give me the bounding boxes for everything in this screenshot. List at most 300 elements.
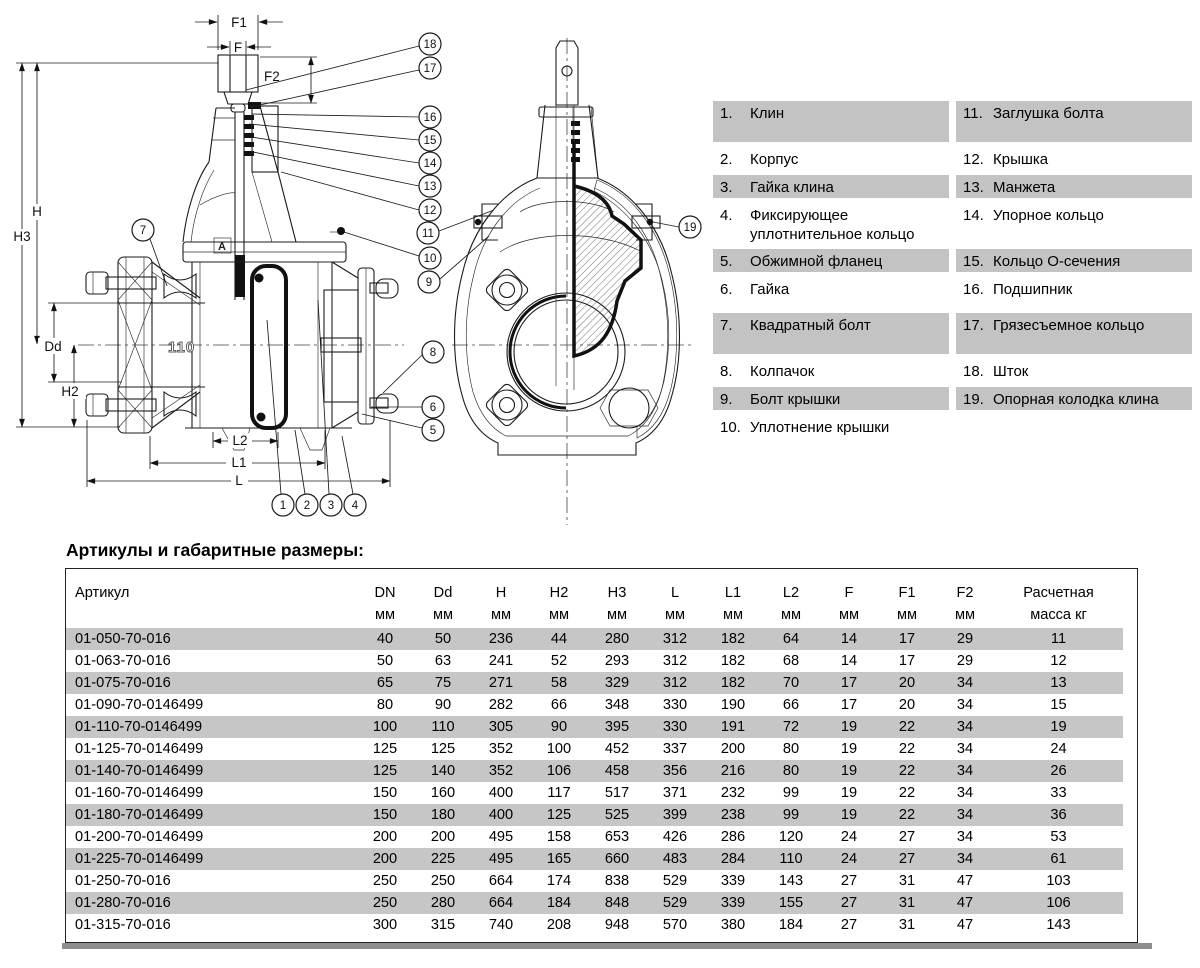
value-cell: 282 [488,697,514,713]
callout-1 [267,320,294,516]
column-unit: мм [374,606,396,623]
value-cell: 330 [662,697,688,713]
callout-8 [383,341,444,393]
column-unit: масса кг [1030,606,1087,623]
legend-item [713,359,949,382]
legend-item [713,313,949,354]
value-cell: 241 [488,653,514,669]
value-cell: 250 [356,892,414,914]
value-cell: 90 [530,716,588,738]
value-cell: 106 [994,892,1123,914]
value-cell: 312 [662,653,688,669]
value-cell: 14 [840,653,858,669]
value-cell: 29 [956,653,974,669]
value-cell: 47 [936,892,994,914]
parts-legend-column-left [713,101,949,443]
legend-item-label: Фиксирующее уплотнительное кольцо [750,207,915,243]
value-cell: 29 [936,628,994,650]
legend-item-number: 14. [963,207,984,224]
value-cell: 143 [778,873,804,889]
legend-item [956,175,1192,198]
value-cell: 17 [840,697,858,713]
article-cell: 01-125-70-0146499 [75,741,204,757]
legend-item-number: 2. [720,151,733,168]
value-cell: 329 [588,672,646,694]
svg-text:10: 10 [423,253,437,265]
dimension-lines [8,15,390,488]
value-cell: 13 [994,672,1123,694]
dimensions-table-title: Артикулы и габаритные размеры: [66,540,364,560]
legend-item-number: 11. [963,105,983,122]
row-spacer [1123,650,1139,672]
value-cell: 426 [662,829,688,845]
callout-3 [318,300,342,516]
callout-12 [281,172,441,221]
dim-label-h2: H2 [61,384,79,399]
value-cell: 66 [782,697,800,713]
value-cell: 75 [414,672,472,694]
value-cell: 34 [936,804,994,826]
value-cell: 236 [472,628,530,650]
value-cell: 352 [488,741,514,757]
column-header: DN [374,585,396,601]
article-cell: 01-050-70-016 [66,628,356,650]
column-unit: мм [780,606,802,623]
value-cell: 848 [588,892,646,914]
value-cell: 99 [782,785,800,801]
legend-item-number: 1. [720,105,733,122]
value-cell: 125 [430,741,456,757]
valve-technical-drawing [0,0,710,535]
table-row [66,716,1139,738]
svg-text:6: 6 [429,402,437,414]
legend-item-label: Манжета [993,179,1056,196]
value-cell: 36 [994,804,1123,826]
value-cell: 19 [820,760,878,782]
value-cell: 103 [1046,873,1071,889]
value-cell: 40 [356,628,414,650]
value-cell: 68 [782,653,800,669]
dim-label-l: L [235,473,243,488]
article-cell: 01-280-70-016 [66,892,356,914]
row-spacer [1123,892,1139,914]
svg-text:7: 7 [139,225,147,237]
dim-label-l2: L2 [232,433,248,448]
table-row [66,738,1139,760]
table-row [66,672,1139,694]
value-cell: 337 [662,741,688,757]
value-cell: 300 [372,917,398,933]
column-unit: мм [490,606,512,623]
row-spacer [1123,716,1139,738]
svg-text:2: 2 [303,500,311,512]
column-unit: мм [954,606,976,623]
legend-item-label: Подшипник [993,281,1073,298]
table-row [66,826,1139,848]
value-cell: 140 [414,760,472,782]
value-cell: 61 [994,848,1123,870]
dimensions-table-body [66,628,1139,936]
value-cell: 19 [820,716,878,738]
legend-item-number: 3. [720,179,733,196]
value-cell: 158 [546,829,572,845]
value-cell: 99 [762,804,820,826]
legend-item-label: Грязесъемное кольцо [993,317,1145,334]
value-cell: 371 [662,785,688,801]
legend-item [956,387,1192,410]
value-cell: 19 [840,741,858,757]
value-cell: 182 [720,653,746,669]
legend-item-number: 19. [963,391,984,408]
callout-14 [251,137,441,174]
table-row [66,650,1139,672]
value-cell: 19 [840,785,858,801]
value-cell: 65 [356,672,414,694]
value-cell: 339 [704,892,762,914]
value-cell: 315 [430,917,456,933]
value-cell: 232 [720,785,746,801]
value-cell: 20 [878,672,936,694]
value-cell: 64 [762,628,820,650]
legend-item [713,175,949,198]
value-cell: 80 [762,760,820,782]
row-spacer [1123,694,1139,716]
value-cell: 31 [898,917,916,933]
column-header: L2 [782,585,800,601]
row-spacer [1123,914,1139,936]
column-unit: мм [664,606,686,623]
legend-item-label: Заглушка болта [993,105,1104,122]
row-spacer [1123,804,1139,826]
value-cell: 174 [546,873,572,889]
legend-item-number: 15. [963,253,984,270]
value-cell: 271 [472,672,530,694]
legend-item [956,147,1192,170]
column-unit: мм [896,606,918,623]
value-cell: 110 [762,848,820,870]
legend-item [956,101,1192,142]
row-spacer [1123,848,1139,870]
value-cell: 20 [898,697,916,713]
article-cell: 01-140-70-0146499 [66,760,356,782]
value-cell: 72 [762,716,820,738]
value-cell: 400 [488,785,514,801]
legend-item-number: 13. [963,179,984,196]
value-cell: 395 [588,716,646,738]
svg-text:9: 9 [425,277,433,289]
callout-6 [371,396,444,418]
value-cell: 17 [898,653,916,669]
value-cell: 26 [994,760,1123,782]
legend-item-label: Кольцо О-сечения [993,253,1121,270]
table-row [66,848,1139,870]
svg-text:11: 11 [422,228,434,240]
value-cell: 34 [936,672,994,694]
column-unit: мм [838,606,860,623]
table-row [66,782,1139,804]
value-cell: 452 [604,741,630,757]
svg-text:4: 4 [351,500,359,512]
dim-label-h3: H3 [13,229,31,244]
legend-item-number: 4. [720,207,733,224]
header-spacer [1123,601,1139,628]
value-cell: 22 [898,785,916,801]
svg-text:8: 8 [429,347,437,359]
header-unit-row [66,601,1139,628]
column-header: L1 [724,585,742,601]
value-cell: 838 [604,873,630,889]
value-cell: 17 [820,672,878,694]
legend-item-number: 8. [720,363,733,380]
value-cell: 110 [414,716,472,738]
value-cell: 34 [956,785,974,801]
valve-side-view [452,38,692,525]
legend-item [713,387,949,410]
value-cell: 47 [956,917,974,933]
legend-item-label: Уплотнение крышки [750,419,890,436]
legend-item [956,277,1192,300]
article-cell: 01-225-70-0146499 [66,848,356,870]
legend-item-label: Гайка [750,281,790,298]
value-cell: 570 [662,917,688,933]
svg-text:19: 19 [683,222,697,234]
parts-legend-column-right [956,101,1192,443]
column-unit [66,601,356,628]
value-cell: 180 [414,804,472,826]
value-cell: 12 [1050,653,1067,669]
svg-text:13: 13 [423,181,437,193]
dimensions-table-header [66,569,1139,628]
value-cell: 155 [762,892,820,914]
value-cell: 106 [530,760,588,782]
value-cell: 250 [430,873,456,889]
legend-item-number: 5. [720,253,733,270]
column-header: L [670,585,680,601]
value-cell: 34 [936,716,994,738]
valve-section-view [78,55,404,450]
legend-item-label: Опорная колодка клина [993,391,1159,408]
table-row [66,694,1139,716]
value-cell: 33 [1050,785,1067,801]
value-cell: 380 [720,917,746,933]
table-row [66,760,1139,782]
value-cell: 34 [936,848,994,870]
value-cell: 27 [898,829,916,845]
value-cell: 19 [820,804,878,826]
value-cell: 19 [994,716,1123,738]
value-cell: 280 [414,892,472,914]
value-cell: 184 [530,892,588,914]
legend-item-label: Крышка [993,151,1049,168]
value-cell: 348 [604,697,630,713]
value-cell: 660 [588,848,646,870]
legend-item-number: 17. [963,317,984,334]
value-cell: 284 [704,848,762,870]
value-cell: 50 [414,628,472,650]
value-cell: 200 [430,829,456,845]
value-cell: 34 [956,829,974,845]
value-cell: 34 [956,697,974,713]
value-cell: 330 [646,716,704,738]
value-cell: 150 [356,804,414,826]
table-row [66,914,1139,936]
article-cell: 01-200-70-0146499 [75,829,204,845]
value-cell: 22 [898,741,916,757]
value-cell: 117 [547,785,571,801]
value-cell: 948 [604,917,630,933]
article-cell: 01-063-70-016 [75,653,171,669]
header-spacer [1123,569,1139,601]
legend-item [713,101,949,142]
value-cell: 24 [820,848,878,870]
row-spacer [1123,826,1139,848]
legend-item-label: Квадратный болт [750,317,871,334]
value-cell: 11 [994,628,1123,650]
value-cell: 653 [604,829,630,845]
legend-item [956,359,1192,382]
value-cell: 27 [840,917,858,933]
value-cell: 66 [550,697,568,713]
legend-item-label: Гайка клина [750,179,834,196]
value-cell: 200 [356,848,414,870]
value-cell: 80 [782,741,800,757]
value-cell: 125 [356,760,414,782]
value-cell: 208 [546,917,572,933]
value-cell: 52 [550,653,568,669]
legend-item-number: 6. [720,281,733,298]
svg-text:1: 1 [279,500,287,512]
callout-7 [132,219,167,286]
legend-item-number: 7. [720,317,733,334]
value-cell: 216 [704,760,762,782]
value-cell: 529 [646,892,704,914]
value-cell: 143 [1046,917,1071,933]
value-cell: 27 [820,892,878,914]
article-cell: 01-110-70-0146499 [66,716,356,738]
svg-text:17: 17 [423,63,437,75]
value-cell: 34 [956,741,974,757]
legend-item [713,415,949,438]
value-cell: 165 [530,848,588,870]
value-cell: 22 [878,760,936,782]
value-cell: 352 [472,760,530,782]
article-cell: 01-090-70-0146499 [75,697,204,713]
flange-cast-marking: 110 [168,339,196,356]
value-cell: 280 [588,628,646,650]
value-cell: 50 [376,653,394,669]
row-spacer [1123,738,1139,760]
value-cell: 100 [546,741,572,757]
column-unit: мм [432,606,454,623]
column-header: F2 [956,585,974,601]
legend-item-label: Упорное кольцо [993,207,1104,224]
table-row [66,870,1139,892]
legend-item-number: 10. [720,419,741,436]
value-cell: 120 [778,829,804,845]
value-cell: 47 [956,873,974,889]
legend-item [713,203,949,244]
dimensions-table-box [65,568,1138,943]
svg-text:12: 12 [423,205,437,217]
value-cell: 27 [840,873,858,889]
dimensions-table [66,569,1139,936]
value-cell: 31 [898,873,916,889]
value-cell: 182 [704,628,762,650]
row-spacer [1123,760,1139,782]
article-cell: 01-160-70-0146499 [75,785,204,801]
table-row [66,804,1139,826]
svg-text:14: 14 [423,158,437,170]
value-cell: 286 [720,829,746,845]
value-cell: 44 [530,628,588,650]
value-cell: 182 [704,672,762,694]
column-header: H [495,585,507,601]
callout-4 [342,436,366,516]
column-header: H2 [549,585,569,601]
legend-item-label: Болт крышки [750,391,841,408]
value-cell: 399 [646,804,704,826]
value-cell: 200 [372,829,398,845]
value-cell: 356 [646,760,704,782]
legend-item [713,147,949,170]
column-header: Артикул [75,585,130,601]
callout-16 [252,106,441,128]
legend-item-label: Обжимной фланец [750,253,883,270]
dim-label-f: F [233,40,243,55]
value-cell: 22 [878,716,936,738]
article-cell: 01-315-70-016 [75,917,171,933]
value-cell: 24 [840,829,858,845]
value-cell: 517 [604,785,630,801]
value-cell: 305 [472,716,530,738]
legend-item-label: Корпус [750,151,799,168]
value-cell: 22 [878,804,936,826]
value-cell: 458 [588,760,646,782]
svg-text:15: 15 [423,135,437,147]
value-cell: 339 [720,873,746,889]
value-cell: 90 [434,697,452,713]
legend-item [713,249,949,272]
body-logo: A [218,241,226,253]
table-bottom-rule [62,943,1152,949]
value-cell: 740 [488,917,514,933]
article-cell: 01-180-70-0146499 [66,804,356,826]
legend-item [956,203,1192,244]
value-cell: 24 [1050,741,1067,757]
dim-label-l1: L1 [231,455,247,470]
column-header: F1 [898,585,916,601]
value-cell: 495 [488,829,514,845]
value-cell: 125 [530,804,588,826]
row-spacer [1123,870,1139,892]
value-cell: 200 [720,741,746,757]
dim-label-f1: F1 [231,15,247,30]
value-cell: 58 [530,672,588,694]
value-cell: 125 [372,741,398,757]
value-cell: 293 [604,653,630,669]
row-spacer [1123,782,1139,804]
legend-item-number: 12. [963,151,984,168]
column-header: H3 [607,585,627,601]
legend-item [956,249,1192,272]
dim-label-f2: F2 [264,69,280,84]
value-cell: 34 [936,760,994,782]
value-cell: 312 [646,628,704,650]
value-cell: 250 [372,873,398,889]
value-cell: 80 [376,697,394,713]
svg-text:18: 18 [423,39,437,51]
value-cell: 100 [356,716,414,738]
